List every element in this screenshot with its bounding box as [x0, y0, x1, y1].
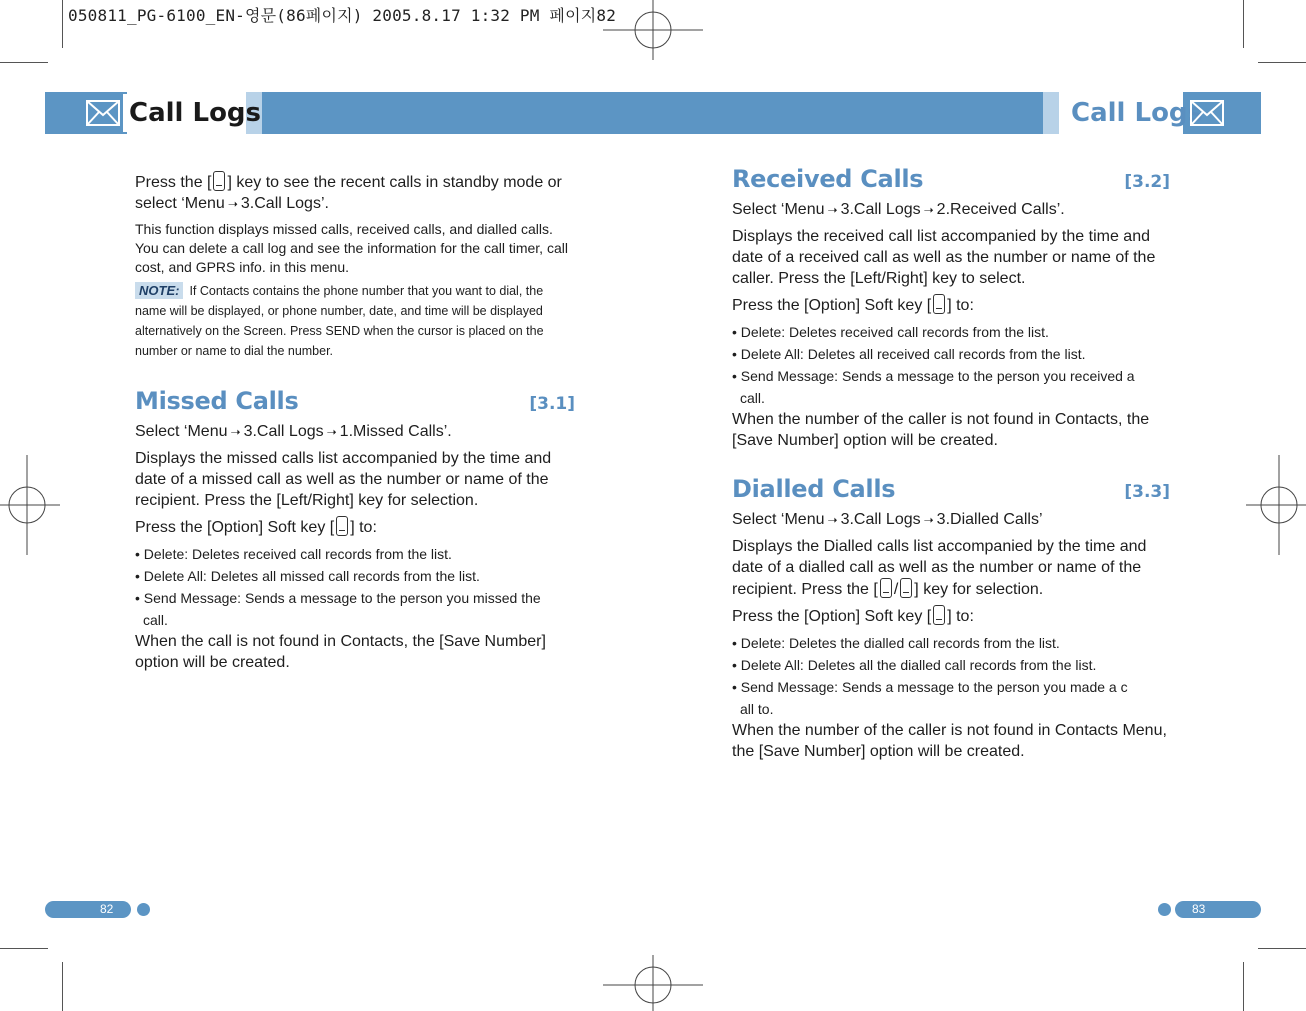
option-line: Press the [Option] Soft key [ ] to: [732, 605, 1170, 627]
bullet-item: • Send Message: Sends a message to the person you missed the [135, 590, 541, 606]
arrow-right-icon: ➝ [827, 513, 838, 527]
section-description: Displays the missed calls list accompanied by the time and date of a missed call as well as the number or name of the recipient. Press the [Left/Right] key for selection. [135, 450, 552, 509]
intro-description: This function displays missed calls, received calls, and dialled calls. You can delete a call log and see the information for the call timer, call cost, and GPRS info. in this menu. [135, 221, 568, 275]
note-label: NOTE: [135, 282, 183, 299]
end-key-icon [213, 171, 225, 191]
bullet-item: • Send Message: Sends a message to the person you made a c [732, 679, 1128, 695]
right-key-icon [880, 578, 892, 598]
option-line: Press the [Option] Soft key [ ] to: [732, 294, 1170, 316]
arrow-right-icon: ➝ [923, 513, 934, 527]
section-footer: When the call is not found in Contacts, the [Save Number] option will be created. [135, 633, 546, 671]
dialled-calls-heading [732, 475, 1170, 503]
page-number: 83 [1192, 902, 1206, 916]
bullet-item: • Delete: Deletes received call records from the list. [732, 324, 1049, 340]
section-number: [3.3] [1124, 482, 1170, 502]
section-title: Dialled Calls [732, 475, 896, 503]
bullet-item: • Send Message: Sends a message to the person you received a [732, 368, 1135, 384]
registration-mark-left [0, 455, 60, 555]
menu-path: Select ‘Menu ➝ 3.Call Logs ➝ 2.Received Calls’. [732, 201, 1065, 218]
bullet-item: • Delete All: Deletes all received call records from the list. [732, 346, 1086, 362]
arrow-right-icon: ➝ [230, 425, 241, 439]
section-number: [3.1] [529, 394, 575, 414]
bullet-continuation: call. [740, 390, 765, 406]
bullet-item: • Delete All: Deletes all the dialled call records from the list. [732, 657, 1097, 673]
print-header: 050811_PG-6100_EN-영문(86페이지) 2005.8.17 1:32 PM 페이지82 [68, 6, 617, 25]
envelope-icon [86, 100, 120, 126]
note-text: If Contacts contains the phone number that you want to dial, the name will be displayed, or phone number, date, and time will be displayed alternatively on the Screen. Press SEND when the cursor is placed on the number or name to dial the number. [135, 284, 544, 358]
right-column [732, 165, 1170, 767]
option-line: Press the [Option] Soft key [ ] to: [135, 516, 575, 538]
arrow-right-icon: ➝ [827, 203, 838, 217]
page-number: 82 [100, 902, 114, 916]
section-number: [3.2] [1124, 172, 1170, 192]
arrow-right-icon: ➝ [227, 197, 238, 211]
registration-mark-top [603, 0, 703, 60]
bullet-item: • Delete All: Deletes all missed call records from the list. [135, 568, 480, 584]
left-banner-title: Call Logs [129, 98, 262, 128]
section-footer: When the number of the caller is not found in Contacts Menu, the [Save Number] option will be created. [732, 722, 1167, 760]
left-key-icon [900, 578, 912, 598]
intro-paragraph: Press the [ ] key to see the recent calls in standby mode or select ‘Menu ➝ 3.Call Logs’. [135, 171, 575, 215]
menu-path: Select ‘Menu ➝ 3.Call Logs ➝ 1.Missed Calls’. [135, 423, 452, 440]
soft-key-icon [933, 294, 945, 314]
received-calls-heading [732, 165, 1170, 193]
soft-key-icon [336, 516, 348, 536]
arrow-right-icon: ➝ [326, 425, 337, 439]
section-title: Missed Calls [135, 387, 299, 415]
registration-mark-bottom [603, 955, 703, 1011]
bullet-item: • Delete: Deletes received call records from the list. [135, 546, 452, 562]
bullet-continuation: call. [143, 612, 168, 628]
arrow-right-icon: ➝ [923, 203, 934, 217]
note [135, 281, 575, 361]
right-banner-title: Call Logs [1071, 98, 1204, 128]
missed-calls-heading [135, 387, 575, 415]
soft-key-icon [933, 605, 945, 625]
section-description: Displays the received call list accompanied by the time and date of a received call as well as the number or name of the caller. Press the [Left/Right] key to select. [732, 228, 1156, 287]
section-description: Displays the Dialled calls list accompanied by the time and date of a dialled call as well as the number or name of the recipient. Press the [ / ] key for selection. [732, 538, 1147, 598]
section-title: Received Calls [732, 165, 924, 193]
bullet-continuation: all to. [740, 701, 774, 717]
envelope-icon [1190, 100, 1224, 126]
bullet-item: • Delete: Deletes the dialled call records from the list. [732, 635, 1060, 651]
left-column [135, 171, 575, 678]
registration-mark-right [1246, 455, 1306, 555]
menu-path: Select ‘Menu ➝ 3.Call Logs ➝ 3.Dialled Calls’ [732, 511, 1043, 528]
section-footer: When the number of the caller is not found in Contacts, the [Save Number] option will be created. [732, 411, 1150, 449]
